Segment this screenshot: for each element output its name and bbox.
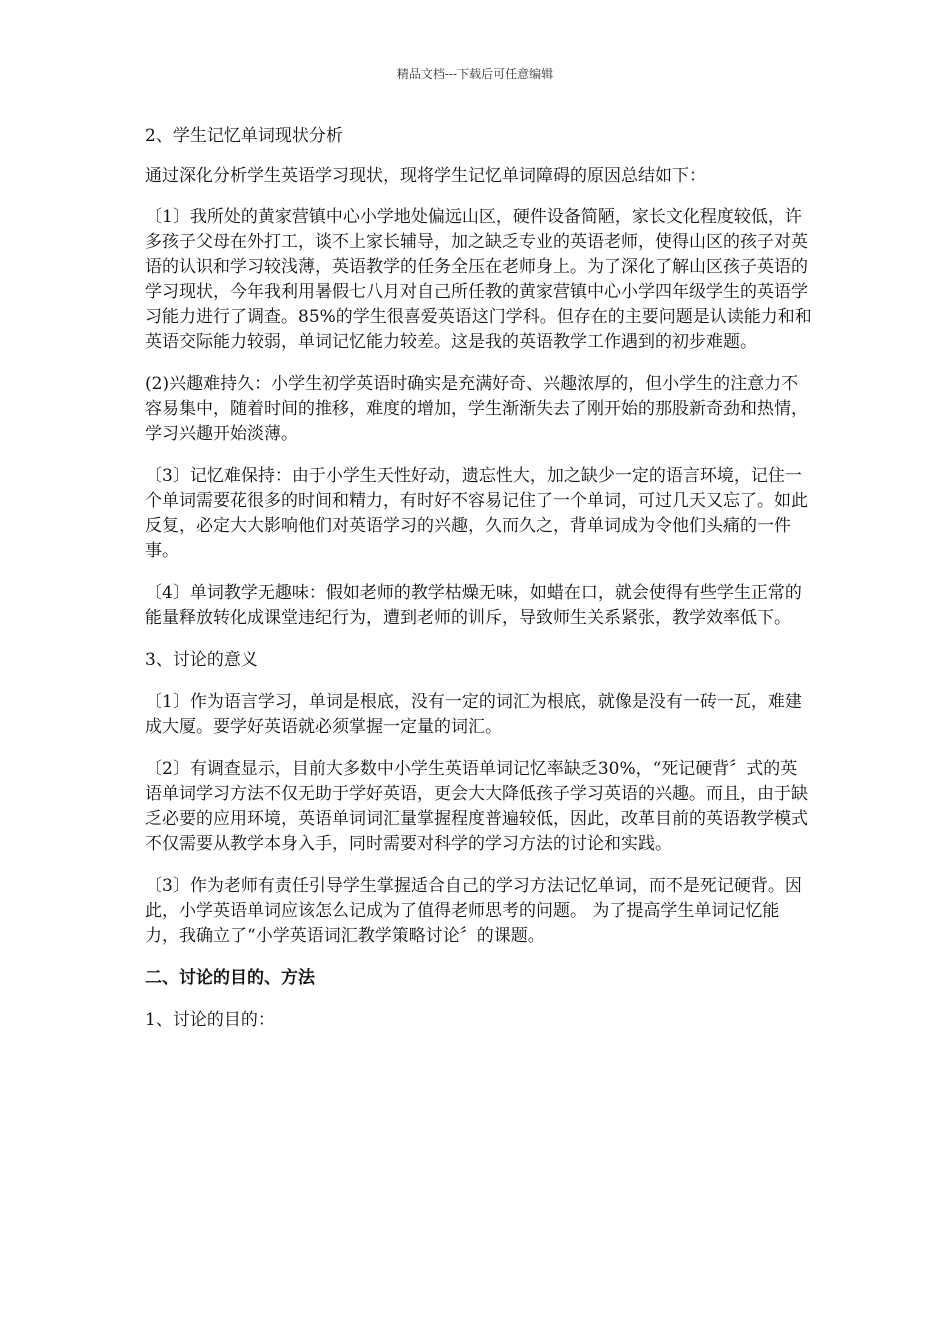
section-title-current-analysis: 2、学生记忆单词现状分析 [145, 126, 343, 146]
section-title-significance: 3、讨论的意义 [145, 650, 258, 670]
reason-2-paragraph: (2)兴趣难持久：小学生初学英语时确实是充满好奇、兴趣浓厚的，但小学生的注意力不容易集中，随着时间的推移，难度的增加，学生渐渐失去了刚开始的那股新奇劲和热情，学习兴趣开始淡薄。 [145, 374, 808, 444]
page-header: 精品文档---下载后可任意编辑 [396, 67, 554, 81]
significance-1-paragraph: 〔1〕作为语言学习，单词是根底，没有一定的词汇为根底，就像是没有一砖一瓦，难建成大厦。要学好英语就必须掌握一定量的词汇。 [145, 692, 802, 737]
chapter-heading-purpose-method: 二、讨论的目的、方法 [145, 968, 315, 988]
significance-3-paragraph: 〔3〕作为老师有责任引导学生掌握适合自己的学习方法记忆单词，而不是死记硬背。因此，小学英语单词应该怎么记成为了值得老师思考的问题。 为了提高学生单词记忆能力，我确立了“小学英语词汇教学策略讨论〞的课题。 [145, 876, 802, 946]
reason-3-paragraph: 〔3〕记忆难保持：由于小学生天性好动，遗忘性大，加之缺少一定的语言环境，记住一个单词需要花很多的时间和精力，有时好不容易记住了一个单词，可过几天又忘了。如此反复，必定大大影响他们对英语学习的兴趣，久而久之，背单词成为令他们头痛的一件事。 [145, 466, 808, 561]
reason-1-paragraph: 〔1〕我所处的黄家营镇中心小学地处偏远山区，硬件设备简陋，家长文化程度较低，许多孩子父母在外打工，谈不上家长辅导，加之缺乏专业的英语老师，使得山区的孩子对英语的认识和学习较浅薄，英语教学的任务全压在老师身上。为了深化了解山区孩子英语的学习现状，今年我利用暑假七八月对自己所任教的黄家营镇中心小学四年级学生的英语学习能力进行了调查。85%的学生很喜爱英语这门学科。但存在的主要问题是认读能力和和英语交际能力较弱，单词记忆能力较差。这是我的英语教学工作遇到的初步难题。 [145, 207, 812, 352]
reason-4-paragraph: 〔4〕单词教学无趣味：假如老师的教学枯燥无味，如蜡在口，就会使得有些学生正常的能量释放转化成课堂违纪行为，遭到老师的训斥，导致师生关系紧张，教学效率低下。 [145, 583, 802, 628]
significance-2-paragraph: 〔2〕有调查显示，目前大多数中小学生英语单词记忆率缺乏30%，“死记硬背〞式的英语单词学习方法不仅无助于学好英语，更会大大降低孩子学习英语的兴趣。而且，由于缺乏必要的应用环境，英语单词词汇量掌握程度普遍较低，因此，改革目前的英语教学模式不仅需要从教学本身入手，同时需要对科学的学习方法的讨论和实践。 [145, 759, 808, 854]
subsection-title-purpose: 1、讨论的目的： [145, 1010, 275, 1030]
document-body [145, 124, 813, 1033]
intro-paragraph: 通过深化分析学生英语学习现状，现将学生记忆单词障碍的原因总结如下： [145, 166, 706, 186]
